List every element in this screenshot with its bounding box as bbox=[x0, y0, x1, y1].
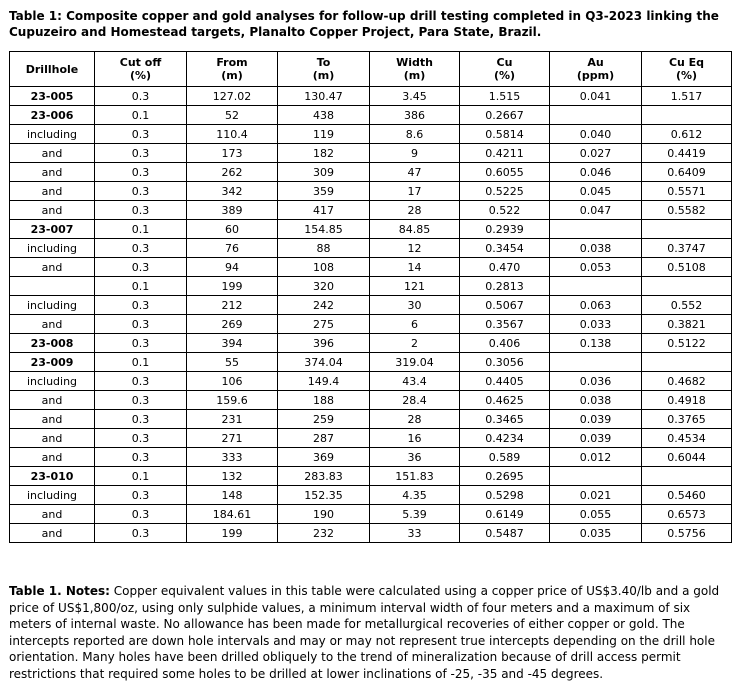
drillhole-label-cell: and bbox=[10, 182, 95, 201]
value-cell: 0.1 bbox=[95, 277, 187, 296]
value-cell: 3.45 bbox=[370, 87, 460, 106]
drillhole-id-cell: 23-007 bbox=[10, 220, 95, 239]
value-cell: 130.47 bbox=[278, 87, 370, 106]
value-cell: 84.85 bbox=[370, 220, 460, 239]
value-cell: 231 bbox=[187, 410, 278, 429]
table-row bbox=[10, 410, 732, 429]
value-cell: 149.4 bbox=[278, 372, 370, 391]
table-row bbox=[10, 144, 732, 163]
value-cell: 28 bbox=[370, 201, 460, 220]
value-cell: 0.3 bbox=[95, 258, 187, 277]
value-cell: 2 bbox=[370, 334, 460, 353]
table-row bbox=[10, 448, 732, 467]
notes-label: Table 1. Notes: bbox=[9, 584, 110, 598]
value-cell: 0.3 bbox=[95, 505, 187, 524]
value-cell: 8.6 bbox=[370, 125, 460, 144]
table-row bbox=[10, 125, 732, 144]
table-title: Table 1: Composite copper and gold analyses for follow-up drill testing completed in Q3-2023 linking the Cupuzeiro and Homestead targets, Planalto Copper Project, Para State, Brazil. bbox=[9, 9, 719, 39]
value-cell: 55 bbox=[187, 353, 278, 372]
table-header bbox=[10, 52, 732, 87]
value-cell: 12 bbox=[370, 239, 460, 258]
value-cell: 0.3 bbox=[95, 524, 187, 543]
value-cell: 359 bbox=[278, 182, 370, 201]
value-cell: 0.5298 bbox=[460, 486, 550, 505]
value-cell bbox=[550, 467, 642, 486]
column-header-width: Width (m) bbox=[370, 52, 460, 87]
value-cell: 0.4682 bbox=[642, 372, 732, 391]
value-cell: 43.4 bbox=[370, 372, 460, 391]
value-cell: 0.3 bbox=[95, 239, 187, 258]
value-cell: 36 bbox=[370, 448, 460, 467]
value-cell: 309 bbox=[278, 163, 370, 182]
value-cell bbox=[550, 277, 642, 296]
value-cell: 417 bbox=[278, 201, 370, 220]
table-row bbox=[10, 182, 732, 201]
value-cell: 0.3465 bbox=[460, 410, 550, 429]
value-cell: 0.027 bbox=[550, 144, 642, 163]
value-cell: 389 bbox=[187, 201, 278, 220]
value-cell: 0.4918 bbox=[642, 391, 732, 410]
value-cell: 0.5122 bbox=[642, 334, 732, 353]
value-cell: 0.2667 bbox=[460, 106, 550, 125]
value-cell: 0.046 bbox=[550, 163, 642, 182]
drillhole-label-cell: and bbox=[10, 163, 95, 182]
value-cell: 232 bbox=[278, 524, 370, 543]
value-cell: 0.038 bbox=[550, 239, 642, 258]
table-row bbox=[10, 505, 732, 524]
table-row bbox=[10, 353, 732, 372]
value-cell: 0.3 bbox=[95, 201, 187, 220]
value-cell: 60 bbox=[187, 220, 278, 239]
value-cell: 0.1 bbox=[95, 353, 187, 372]
value-cell: 0.3821 bbox=[642, 315, 732, 334]
value-cell: 199 bbox=[187, 524, 278, 543]
value-cell: 0.3 bbox=[95, 334, 187, 353]
value-cell: 33 bbox=[370, 524, 460, 543]
table-row bbox=[10, 391, 732, 410]
value-cell: 0.589 bbox=[460, 448, 550, 467]
drillhole-id-cell: 23-009 bbox=[10, 353, 95, 372]
value-cell: 0.033 bbox=[550, 315, 642, 334]
value-cell: 333 bbox=[187, 448, 278, 467]
value-cell: 369 bbox=[278, 448, 370, 467]
value-cell: 0.035 bbox=[550, 524, 642, 543]
value-cell: 0.6573 bbox=[642, 505, 732, 524]
table-row bbox=[10, 334, 732, 353]
drillhole-label-cell: including bbox=[10, 486, 95, 505]
value-cell bbox=[550, 353, 642, 372]
value-cell: 28.4 bbox=[370, 391, 460, 410]
value-cell: 52 bbox=[187, 106, 278, 125]
value-cell: 0.3 bbox=[95, 486, 187, 505]
drillhole-label-cell: and bbox=[10, 505, 95, 524]
value-cell: 242 bbox=[278, 296, 370, 315]
value-cell: 374.04 bbox=[278, 353, 370, 372]
value-cell: 0.3 bbox=[95, 391, 187, 410]
value-cell: 184.61 bbox=[187, 505, 278, 524]
table-row bbox=[10, 220, 732, 239]
value-cell: 0.6149 bbox=[460, 505, 550, 524]
value-cell: 0.2939 bbox=[460, 220, 550, 239]
value-cell: 283.83 bbox=[278, 467, 370, 486]
header-row bbox=[10, 52, 732, 87]
value-cell: 0.3 bbox=[95, 163, 187, 182]
value-cell: 4.35 bbox=[370, 486, 460, 505]
value-cell: 0.039 bbox=[550, 410, 642, 429]
value-cell bbox=[642, 106, 732, 125]
table-row bbox=[10, 296, 732, 315]
table-row bbox=[10, 258, 732, 277]
value-cell bbox=[550, 106, 642, 125]
value-cell: 0.470 bbox=[460, 258, 550, 277]
table-row bbox=[10, 467, 732, 486]
value-cell: 0.4419 bbox=[642, 144, 732, 163]
column-header-cut-off: Cut off (%) bbox=[95, 52, 187, 87]
value-cell: 0.3747 bbox=[642, 239, 732, 258]
value-cell: 0.5487 bbox=[460, 524, 550, 543]
value-cell bbox=[642, 467, 732, 486]
value-cell: 0.5225 bbox=[460, 182, 550, 201]
value-cell: 0.3 bbox=[95, 448, 187, 467]
value-cell: 0.3567 bbox=[460, 315, 550, 334]
notes-text: Copper equivalent values in this table were calculated using a copper price of US$3.40/lb and a gold price of US$1,800/oz, using only sulphide values, a minimum interval width of four meters and a maximum of six meters of internal waste. No allowance has been made for metallurgical recoveries of either copper or gold. The intercepts reported are down hole intervals and may or may not represent true intercepts depending on the drill hole orientation. Many holes have been drilled obliquely to the trend of mineralization because of drill access permit restrictions that required some holes to be drilled at lower inclinations of -25, -35 and -45 degrees. bbox=[9, 584, 720, 681]
value-cell: 438 bbox=[278, 106, 370, 125]
value-cell: 14 bbox=[370, 258, 460, 277]
column-header-from: From (m) bbox=[187, 52, 278, 87]
value-cell: 119 bbox=[278, 125, 370, 144]
value-cell: 275 bbox=[278, 315, 370, 334]
drillhole-label-cell: including bbox=[10, 372, 95, 391]
value-cell bbox=[550, 220, 642, 239]
value-cell: 0.5460 bbox=[642, 486, 732, 505]
value-cell: 154.85 bbox=[278, 220, 370, 239]
value-cell: 108 bbox=[278, 258, 370, 277]
value-cell: 0.138 bbox=[550, 334, 642, 353]
value-cell: 259 bbox=[278, 410, 370, 429]
drillhole-label-cell: and bbox=[10, 448, 95, 467]
value-cell: 0.040 bbox=[550, 125, 642, 144]
value-cell: 190 bbox=[278, 505, 370, 524]
value-cell: 9 bbox=[370, 144, 460, 163]
drillhole-label-cell: including bbox=[10, 239, 95, 258]
value-cell: 76 bbox=[187, 239, 278, 258]
value-cell: 0.038 bbox=[550, 391, 642, 410]
drillhole-label-cell bbox=[10, 277, 95, 296]
value-cell: 0.3 bbox=[95, 429, 187, 448]
value-cell: 0.039 bbox=[550, 429, 642, 448]
table-row bbox=[10, 239, 732, 258]
drillhole-label-cell: and bbox=[10, 258, 95, 277]
value-cell: 0.2695 bbox=[460, 467, 550, 486]
value-cell: 30 bbox=[370, 296, 460, 315]
value-cell: 0.552 bbox=[642, 296, 732, 315]
value-cell: 110.4 bbox=[187, 125, 278, 144]
value-cell: 106 bbox=[187, 372, 278, 391]
value-cell: 17 bbox=[370, 182, 460, 201]
value-cell: 0.3 bbox=[95, 410, 187, 429]
table-row bbox=[10, 429, 732, 448]
column-header-au: Au (ppm) bbox=[550, 52, 642, 87]
value-cell: 0.3 bbox=[95, 315, 187, 334]
value-cell: 396 bbox=[278, 334, 370, 353]
drillhole-id-cell: 23-010 bbox=[10, 467, 95, 486]
table-row bbox=[10, 106, 732, 125]
value-cell: 199 bbox=[187, 277, 278, 296]
value-cell: 0.021 bbox=[550, 486, 642, 505]
value-cell: 271 bbox=[187, 429, 278, 448]
value-cell: 262 bbox=[187, 163, 278, 182]
value-cell: 121 bbox=[370, 277, 460, 296]
value-cell: 0.3 bbox=[95, 182, 187, 201]
value-cell: 0.5814 bbox=[460, 125, 550, 144]
value-cell: 319.04 bbox=[370, 353, 460, 372]
drillhole-label-cell: including bbox=[10, 125, 95, 144]
value-cell: 0.5571 bbox=[642, 182, 732, 201]
value-cell: 0.063 bbox=[550, 296, 642, 315]
value-cell bbox=[642, 277, 732, 296]
value-cell: 269 bbox=[187, 315, 278, 334]
value-cell: 132 bbox=[187, 467, 278, 486]
value-cell: 320 bbox=[278, 277, 370, 296]
value-cell: 0.6044 bbox=[642, 448, 732, 467]
value-cell: 0.047 bbox=[550, 201, 642, 220]
table-row bbox=[10, 277, 732, 296]
value-cell: 0.041 bbox=[550, 87, 642, 106]
value-cell: 159.6 bbox=[187, 391, 278, 410]
value-cell: 0.4625 bbox=[460, 391, 550, 410]
drillhole-label-cell: and bbox=[10, 144, 95, 163]
drillhole-id-cell: 23-008 bbox=[10, 334, 95, 353]
column-header-to: To (m) bbox=[278, 52, 370, 87]
value-cell: 0.3 bbox=[95, 144, 187, 163]
value-cell: 0.053 bbox=[550, 258, 642, 277]
value-cell: 0.5582 bbox=[642, 201, 732, 220]
value-cell: 0.1 bbox=[95, 106, 187, 125]
value-cell: 0.3765 bbox=[642, 410, 732, 429]
value-cell: 188 bbox=[278, 391, 370, 410]
value-cell: 47 bbox=[370, 163, 460, 182]
value-cell: 0.4211 bbox=[460, 144, 550, 163]
value-cell: 0.4234 bbox=[460, 429, 550, 448]
drill-results-table bbox=[9, 51, 732, 543]
column-header-drillhole: Drillhole bbox=[10, 52, 95, 87]
table-row bbox=[10, 201, 732, 220]
drillhole-label-cell: and bbox=[10, 429, 95, 448]
value-cell: 6 bbox=[370, 315, 460, 334]
value-cell: 0.045 bbox=[550, 182, 642, 201]
column-header-cu: Cu (%) bbox=[460, 52, 550, 87]
value-cell: 0.406 bbox=[460, 334, 550, 353]
table-row bbox=[10, 315, 732, 334]
value-cell: 0.4534 bbox=[642, 429, 732, 448]
table-body bbox=[10, 87, 732, 543]
value-cell: 94 bbox=[187, 258, 278, 277]
value-cell: 0.3 bbox=[95, 372, 187, 391]
value-cell: 0.3 bbox=[95, 125, 187, 144]
value-cell: 5.39 bbox=[370, 505, 460, 524]
value-cell: 152.35 bbox=[278, 486, 370, 505]
drillhole-label-cell: and bbox=[10, 524, 95, 543]
value-cell: 0.5756 bbox=[642, 524, 732, 543]
value-cell: 0.522 bbox=[460, 201, 550, 220]
value-cell: 0.1 bbox=[95, 220, 187, 239]
table-row bbox=[10, 524, 732, 543]
table-row bbox=[10, 87, 732, 106]
value-cell: 127.02 bbox=[187, 87, 278, 106]
value-cell: 182 bbox=[278, 144, 370, 163]
value-cell: 28 bbox=[370, 410, 460, 429]
drillhole-label-cell: and bbox=[10, 315, 95, 334]
drillhole-label-cell: and bbox=[10, 201, 95, 220]
value-cell: 287 bbox=[278, 429, 370, 448]
value-cell: 0.012 bbox=[550, 448, 642, 467]
value-cell: 0.6409 bbox=[642, 163, 732, 182]
drillhole-label-cell: and bbox=[10, 391, 95, 410]
value-cell: 0.3 bbox=[95, 87, 187, 106]
drillhole-id-cell: 23-005 bbox=[10, 87, 95, 106]
value-cell: 1.517 bbox=[642, 87, 732, 106]
value-cell: 1.515 bbox=[460, 87, 550, 106]
table-notes bbox=[9, 583, 735, 682]
drillhole-label-cell: including bbox=[10, 296, 95, 315]
value-cell: 0.4405 bbox=[460, 372, 550, 391]
value-cell: 0.6055 bbox=[460, 163, 550, 182]
value-cell: 148 bbox=[187, 486, 278, 505]
value-cell: 0.5108 bbox=[642, 258, 732, 277]
value-cell: 0.036 bbox=[550, 372, 642, 391]
table-row bbox=[10, 486, 732, 505]
value-cell: 0.1 bbox=[95, 467, 187, 486]
value-cell: 0.3454 bbox=[460, 239, 550, 258]
value-cell bbox=[642, 353, 732, 372]
table-row bbox=[10, 372, 732, 391]
value-cell: 0.3 bbox=[95, 296, 187, 315]
column-header-cu-eq: Cu Eq (%) bbox=[642, 52, 732, 87]
value-cell: 151.83 bbox=[370, 467, 460, 486]
value-cell: 212 bbox=[187, 296, 278, 315]
value-cell: 0.2813 bbox=[460, 277, 550, 296]
value-cell: 16 bbox=[370, 429, 460, 448]
value-cell: 0.612 bbox=[642, 125, 732, 144]
value-cell: 394 bbox=[187, 334, 278, 353]
drillhole-label-cell: and bbox=[10, 410, 95, 429]
value-cell: 342 bbox=[187, 182, 278, 201]
value-cell: 88 bbox=[278, 239, 370, 258]
value-cell bbox=[642, 220, 732, 239]
value-cell: 0.055 bbox=[550, 505, 642, 524]
table-row bbox=[10, 163, 732, 182]
value-cell: 0.3056 bbox=[460, 353, 550, 372]
value-cell: 173 bbox=[187, 144, 278, 163]
value-cell: 386 bbox=[370, 106, 460, 125]
value-cell: 0.5067 bbox=[460, 296, 550, 315]
drillhole-id-cell: 23-006 bbox=[10, 106, 95, 125]
